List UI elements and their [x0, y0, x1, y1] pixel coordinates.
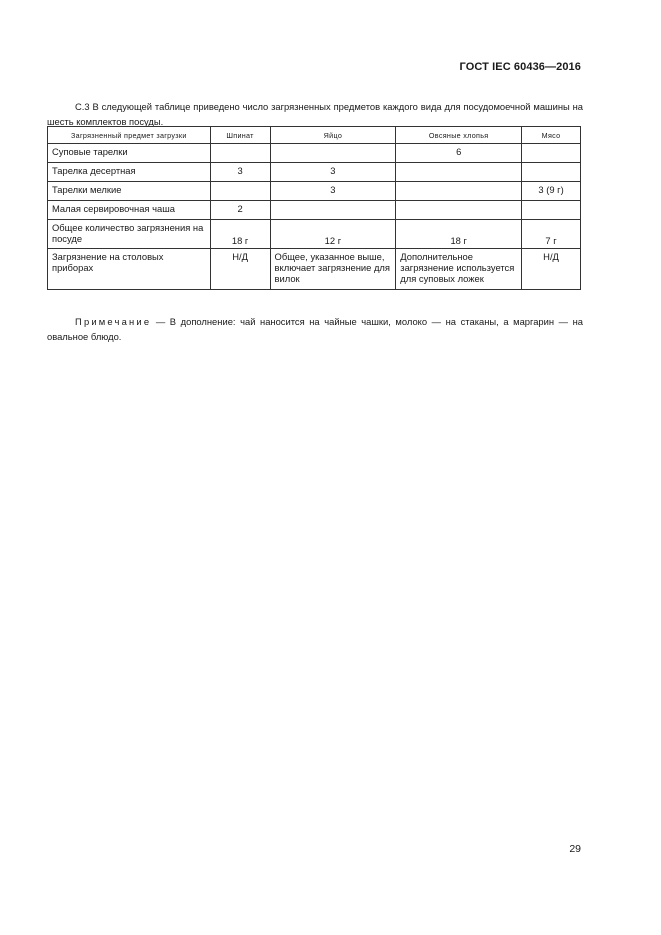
table-cell — [522, 201, 581, 220]
table-cell: Загрязнение на столовых приборах — [48, 249, 211, 290]
table-row — [48, 144, 581, 163]
table-cell: 2 — [210, 201, 270, 220]
table-cell — [270, 201, 396, 220]
table-cell: 7 г — [522, 220, 581, 249]
table-cell — [396, 163, 522, 182]
page-number: 29 — [569, 843, 581, 855]
col-header-oats: Овсяные хлопья — [396, 127, 522, 144]
table-row — [48, 182, 581, 201]
table-cell: Общее, указанное выше, включает загрязнение для вилок — [270, 249, 396, 290]
col-header-item: Загрязненный предмет загрузки — [48, 127, 211, 144]
note-label: Примечание — [75, 316, 152, 328]
table-cell — [396, 182, 522, 201]
table-cell: Суповые тарелки — [48, 144, 211, 163]
table-cell: Тарелка десертная — [48, 163, 211, 182]
table-cell — [210, 182, 270, 201]
table-header-row — [48, 127, 581, 144]
table-row — [48, 201, 581, 220]
table-cell: 6 — [396, 144, 522, 163]
note-text: — В дополнение: чай наносится на чайные чашки, молоко — на стаканы, а маргарин — на овальное блюдо. — [47, 316, 583, 343]
table-cell: Общее количество загрязнения на посуде — [48, 220, 211, 249]
table-cell: Н/Д — [210, 249, 270, 290]
intro-paragraph: С.3 В следующей таблице приведено число загрязненных предметов каждого вида для посудомоечной машины на шесть комплектов посуды. — [47, 101, 583, 128]
table-cell: 12 г — [270, 220, 396, 249]
table-cell: 3 — [210, 163, 270, 182]
table-row — [48, 220, 581, 249]
table-cell — [270, 144, 396, 163]
table-cell — [522, 163, 581, 182]
table-cell: 3 — [270, 163, 396, 182]
table-cell: Н/Д — [522, 249, 581, 290]
col-header-spinach: Шпинат — [210, 127, 270, 144]
col-header-egg: Яйцо — [270, 127, 396, 144]
table-cell: Малая сервировочная чаша — [48, 201, 211, 220]
table-cell: 18 г — [396, 220, 522, 249]
table-cell: 3 — [270, 182, 396, 201]
page-header: ГОСТ IEC 60436—2016 — [459, 61, 581, 73]
table-row — [48, 249, 581, 290]
table-row — [48, 163, 581, 182]
col-header-meat: Мясо — [522, 127, 581, 144]
table-cell — [210, 144, 270, 163]
note-paragraph — [47, 314, 583, 344]
table-cell — [396, 201, 522, 220]
table-cell: 18 г — [210, 220, 270, 249]
soil-distribution-table — [47, 126, 581, 290]
table-cell: 3 (9 г) — [522, 182, 581, 201]
table-cell — [522, 144, 581, 163]
table-cell: Тарелки мелкие — [48, 182, 211, 201]
table-cell: Дополнительное загрязнение используется для суповых ложек — [396, 249, 522, 290]
